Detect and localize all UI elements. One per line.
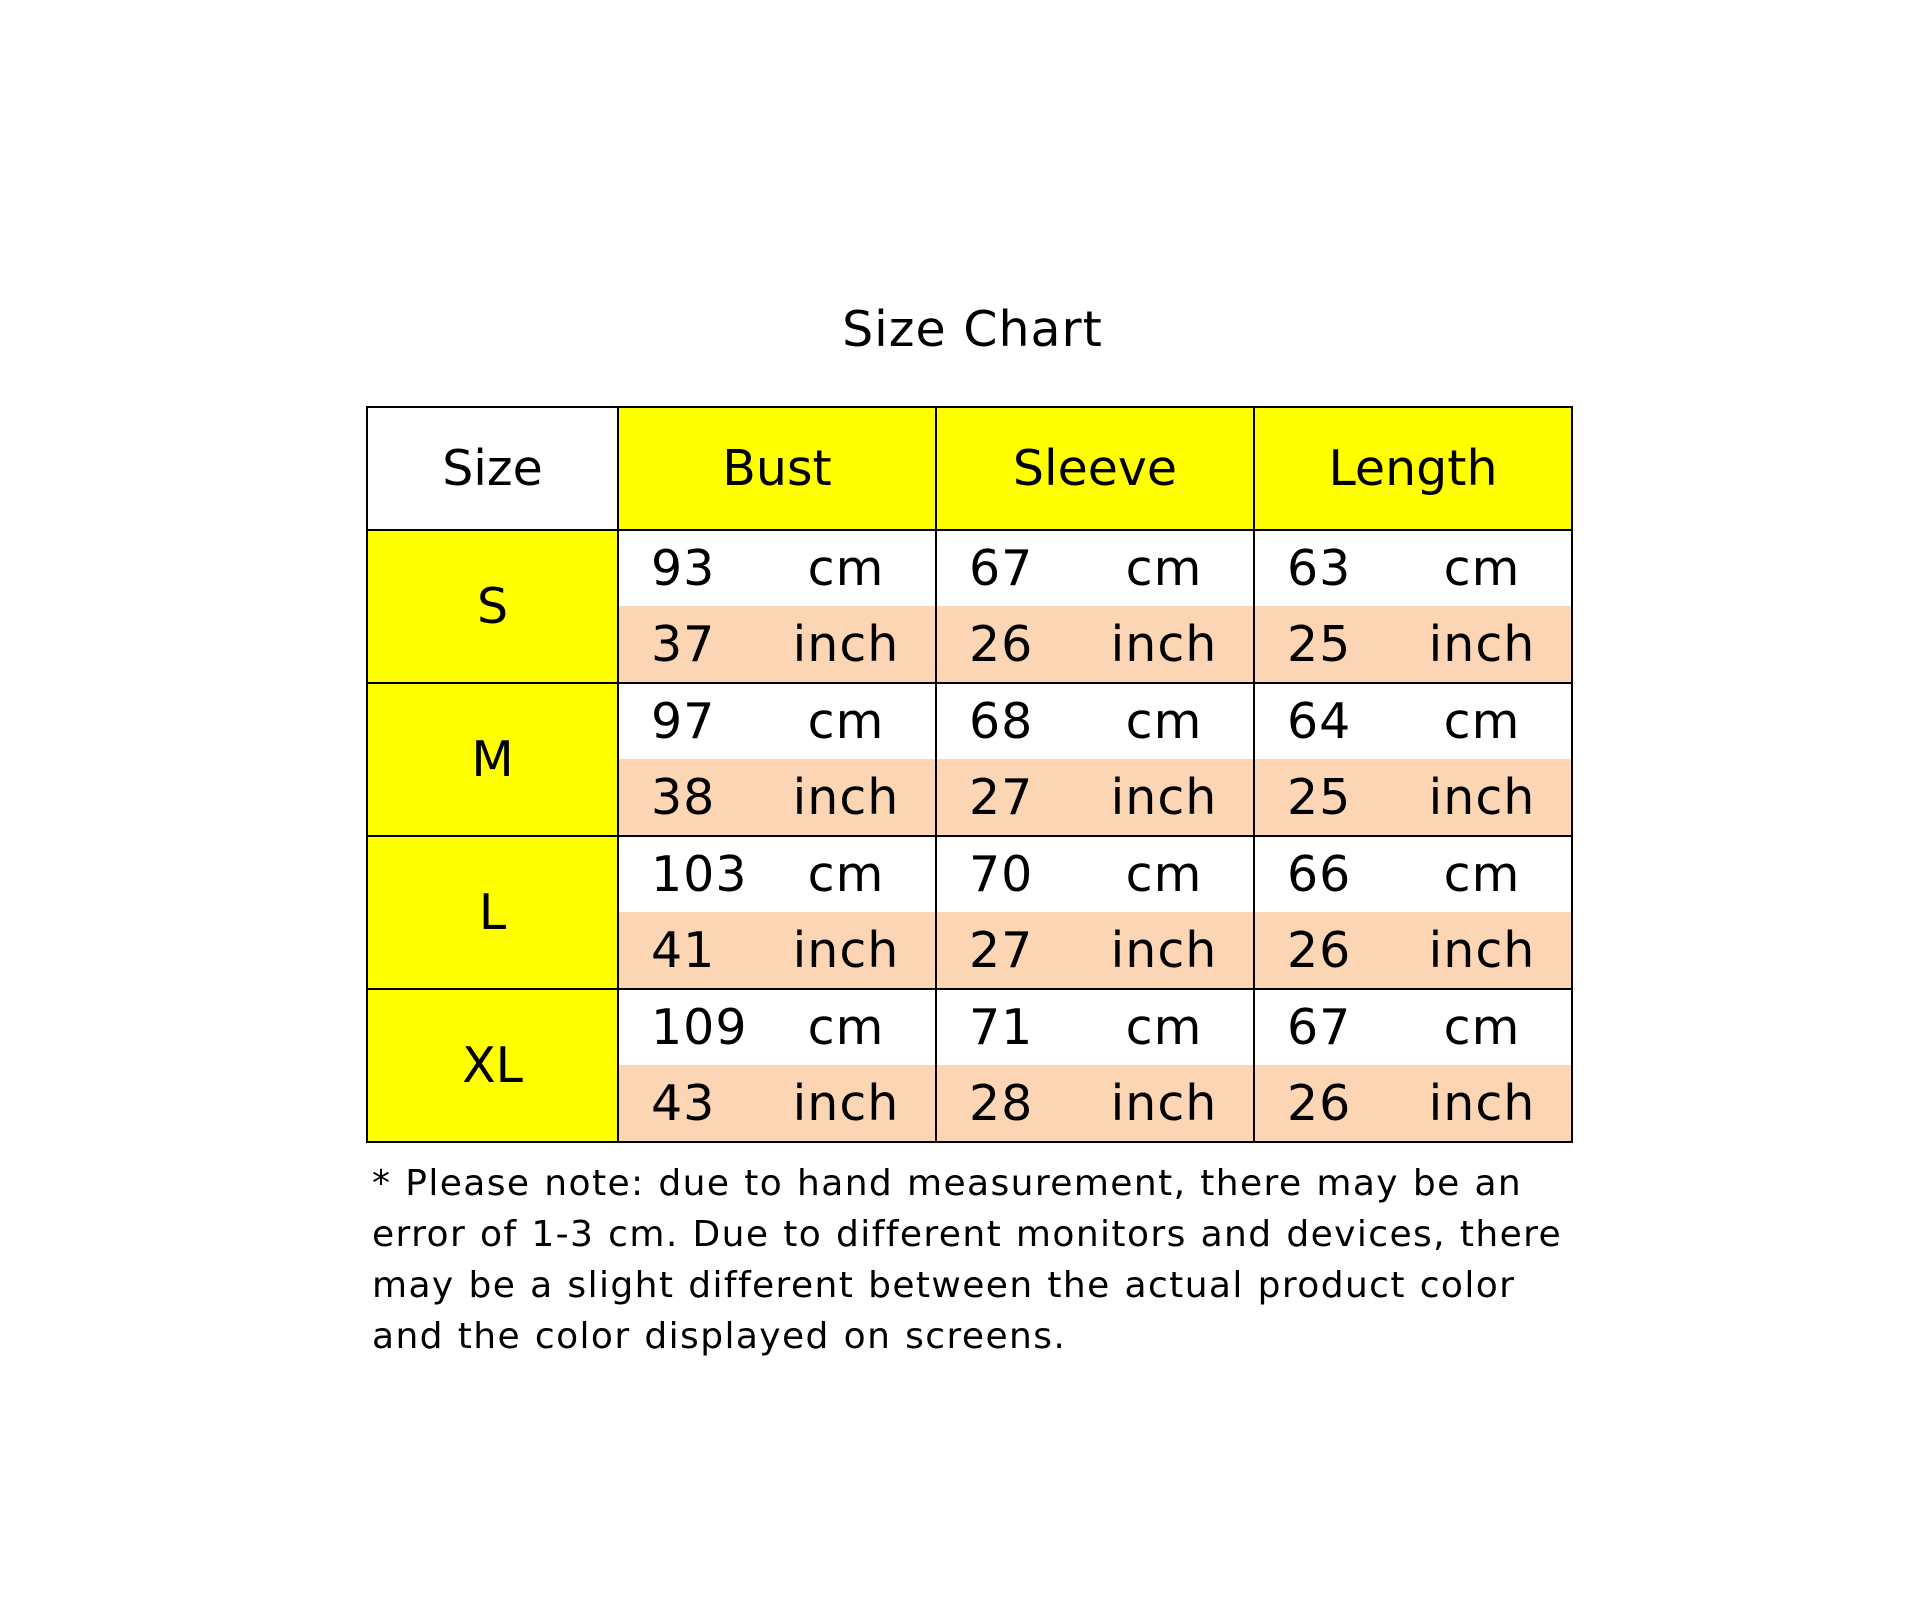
header-length: Length <box>1254 407 1572 530</box>
sleeve-cm-value: 71 <box>969 999 1034 1056</box>
length-inch-line <box>1255 759 1571 835</box>
cm-unit-label: cm <box>1125 846 1203 903</box>
length-inch-value: 25 <box>1287 615 1352 673</box>
cm-unit-label: cm <box>1443 693 1521 750</box>
length-cm-value: 63 <box>1287 540 1352 597</box>
bust-inch-value: 43 <box>651 1074 716 1132</box>
sleeve-inch-line <box>937 1065 1253 1141</box>
bust-inch-line <box>619 912 935 988</box>
inch-unit-label: inch <box>1428 615 1536 673</box>
bust-inch-line <box>619 759 935 835</box>
size-label: M <box>367 683 618 836</box>
sleeve-cm-line <box>937 684 1253 759</box>
length-cm-value: 66 <box>1287 846 1352 903</box>
length-inch-value: 26 <box>1287 921 1352 979</box>
length-cell <box>1254 530 1572 683</box>
bust-cm-line <box>619 684 935 759</box>
bust-cm-line <box>619 990 935 1065</box>
length-cm-line <box>1255 684 1571 759</box>
inch-unit-label: inch <box>792 768 900 826</box>
bust-cell <box>618 530 936 683</box>
bust-cell <box>618 989 936 1142</box>
length-cm-line <box>1255 990 1571 1065</box>
sleeve-cm-line <box>937 837 1253 912</box>
sleeve-inch-line <box>937 606 1253 682</box>
header-bust: Bust <box>618 407 936 530</box>
length-cm-line <box>1255 531 1571 606</box>
length-cell <box>1254 683 1572 836</box>
sleeve-cm-value: 70 <box>969 846 1034 903</box>
bust-inch-value: 37 <box>651 615 716 673</box>
table-row <box>367 530 1572 683</box>
bust-cm-value: 103 <box>651 846 748 903</box>
cm-unit-label: cm <box>807 540 885 597</box>
cm-unit-label: cm <box>1125 540 1203 597</box>
size-chart-table <box>366 406 1573 1143</box>
length-inch-value: 26 <box>1287 1074 1352 1132</box>
header-sleeve: Sleeve <box>936 407 1254 530</box>
length-cm-value: 67 <box>1287 999 1352 1056</box>
table-row <box>367 989 1572 1142</box>
cm-unit-label: cm <box>1125 999 1203 1056</box>
inch-unit-label: inch <box>1428 768 1536 826</box>
length-cm-value: 64 <box>1287 693 1352 750</box>
bust-cm-line <box>619 837 935 912</box>
bust-inch-line <box>619 1065 935 1141</box>
bust-cm-value: 109 <box>651 999 748 1056</box>
length-inch-line <box>1255 606 1571 682</box>
inch-unit-label: inch <box>792 1074 900 1132</box>
bust-cm-line <box>619 531 935 606</box>
length-cell <box>1254 989 1572 1142</box>
bust-inch-value: 41 <box>651 921 716 979</box>
length-inch-value: 25 <box>1287 768 1352 826</box>
sleeve-inch-line <box>937 912 1253 988</box>
chart-title: Size Chart <box>842 301 1103 358</box>
cm-unit-label: cm <box>1443 999 1521 1056</box>
bust-cell <box>618 683 936 836</box>
sleeve-inch-value: 28 <box>969 1074 1034 1132</box>
length-cell <box>1254 836 1572 989</box>
sleeve-cm-value: 67 <box>969 540 1034 597</box>
size-label: XL <box>367 989 618 1142</box>
sleeve-cell <box>936 530 1254 683</box>
sleeve-cell <box>936 683 1254 836</box>
length-inch-line <box>1255 912 1571 988</box>
inch-unit-label: inch <box>1110 921 1218 979</box>
cm-unit-label: cm <box>1125 693 1203 750</box>
table-row <box>367 836 1572 989</box>
sleeve-inch-value: 26 <box>969 615 1034 673</box>
length-inch-line <box>1255 1065 1571 1141</box>
inch-unit-label: inch <box>792 615 900 673</box>
header-size: Size <box>367 407 618 530</box>
bust-inch-value: 38 <box>651 768 716 826</box>
cm-unit-label: cm <box>807 999 885 1056</box>
sleeve-inch-value: 27 <box>969 768 1034 826</box>
inch-unit-label: inch <box>792 921 900 979</box>
inch-unit-label: inch <box>1428 921 1536 979</box>
bust-cm-value: 97 <box>651 693 716 750</box>
size-label: L <box>367 836 618 989</box>
bust-cm-value: 93 <box>651 540 716 597</box>
cm-unit-label: cm <box>807 846 885 903</box>
sleeve-cell <box>936 836 1254 989</box>
inch-unit-label: inch <box>1428 1074 1536 1132</box>
bust-inch-line <box>619 606 935 682</box>
inch-unit-label: inch <box>1110 1074 1218 1132</box>
inch-unit-label: inch <box>1110 615 1218 673</box>
cm-unit-label: cm <box>807 693 885 750</box>
sleeve-cm-value: 68 <box>969 693 1034 750</box>
table-body <box>367 530 1572 1142</box>
sleeve-inch-value: 27 <box>969 921 1034 979</box>
sleeve-inch-line <box>937 759 1253 835</box>
table-row <box>367 683 1572 836</box>
length-cm-line <box>1255 837 1571 912</box>
cm-unit-label: cm <box>1443 540 1521 597</box>
inch-unit-label: inch <box>1110 768 1218 826</box>
bust-cell <box>618 836 936 989</box>
header-row <box>367 407 1572 530</box>
sleeve-cm-line <box>937 531 1253 606</box>
sleeve-cm-line <box>937 990 1253 1065</box>
measurement-note: * Please note: due to hand measurement, there may be an error of 1-3 cm. Due to different monitors and devices, there may be a slight different between the actual product color and the color displayed on screens. <box>372 1163 1563 1357</box>
size-label: S <box>367 530 618 683</box>
sleeve-cell <box>936 989 1254 1142</box>
cm-unit-label: cm <box>1443 846 1521 903</box>
